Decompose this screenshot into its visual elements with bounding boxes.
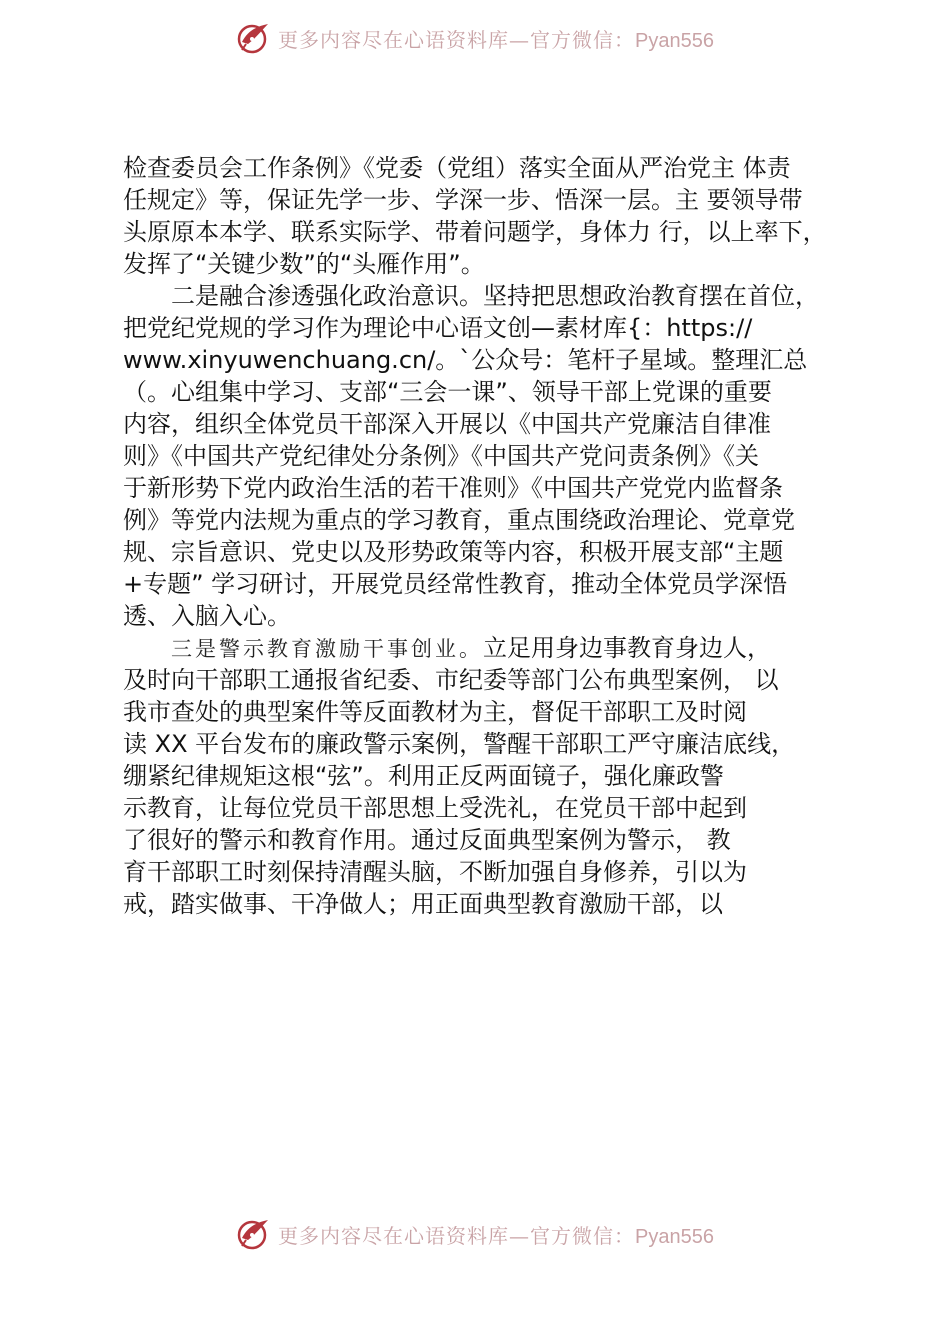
watermark-text: 更多内容尽在心语资料库—官方微信：Pyan556 — [278, 27, 714, 52]
text-line: 例》等党内法规为重点的学习教育，重点围绕政治理论、党章党 — [123, 506, 795, 534]
pen-nib-circle-icon — [236, 1216, 272, 1252]
paragraph-3-heading: 三是警示教育激励干事创业。 — [123, 637, 483, 661]
text-line: 规、宗旨意识、党史以及形势政策等内容，积极开展支部“主题 — [123, 538, 784, 566]
text-line: www.xinyuwenchuang.cn/。`公众号：笔杆子星域。整理汇总 — [123, 346, 808, 374]
paragraph-3-first-line — [123, 632, 833, 664]
text-line: 把党纪党规的学习作为理论中心语文创—素材库{：https:// — [123, 314, 753, 342]
text-line: 育干部职工时刻保持清醒头脑，不断加强自身修养，引以为 — [123, 858, 747, 886]
text-line: 我市查处的典型案件等反面教材为主，督促干部职工及时阅 — [123, 698, 747, 726]
document-body — [123, 152, 833, 920]
text-line: 及时向干部职工通报省纪委、市纪委等部门公布典型案例， 以 — [123, 666, 779, 694]
pen-nib-circle-icon — [236, 20, 272, 56]
text-line: （。心组集中学习、支部“三会一课”、领导干部上党课的重要 — [123, 378, 772, 406]
text-line: 内容，组织全体党员干部深入开展以《中国共产党廉洁自律准 — [123, 410, 771, 438]
text-line: 读 XX 平台发布的廉政警示案例，警醒干部职工严守廉洁底线， — [123, 730, 796, 758]
text-line: +专题” 学习研讨，开展党员经常性教育，推动全体党员学深悟 — [123, 570, 788, 598]
text-line: 戒，踏实做事、干净做人；用正面典型教育激励干部，以 — [123, 890, 723, 918]
text-line: 头原原本本学、联系实际学、带着问题学，身体力 行，以上率下， — [123, 218, 827, 246]
footer-watermark — [0, 1212, 950, 1256]
text-line: 了很好的警示和教育作用。通过反面典型案例为警示， 教 — [123, 826, 731, 854]
watermark-text: 更多内容尽在心语资料库—官方微信：Pyan556 — [278, 1223, 714, 1248]
paragraph-3-first-rest: 立足用身边事教育身边人， — [483, 634, 771, 662]
header-watermark — [0, 16, 950, 60]
text-line: 则》《中国共产党纪律处分条例》《中国共产党问责条例》《关 — [123, 442, 759, 470]
text-line: 于新形势下党内政治生活的若干准则》《中国共产党党内监督条 — [123, 474, 783, 502]
text-line: 绷紧纪律规矩这根“弦”。利用正反两面镜子，强化廉政警 — [123, 762, 724, 790]
text-line: 透、入脑入心。 — [123, 602, 291, 630]
text-line: 检查委员会工作条例》《党委（党组）落实全面从严治党主 体责 — [123, 154, 791, 182]
paragraph-2-first-line: 二是融合渗透强化政治意识。坚持把思想政治教育摆在首位， — [123, 282, 819, 310]
text-line: 任规定》等，保证先学一步、学深一步、悟深一层。主 要领导带 — [123, 186, 803, 214]
text-line: 示教育，让每位党员干部思想上受洗礼，在党员干部中起到 — [123, 794, 747, 822]
text-line: 发挥了“关键少数”的“头雁作用”。 — [123, 250, 485, 278]
